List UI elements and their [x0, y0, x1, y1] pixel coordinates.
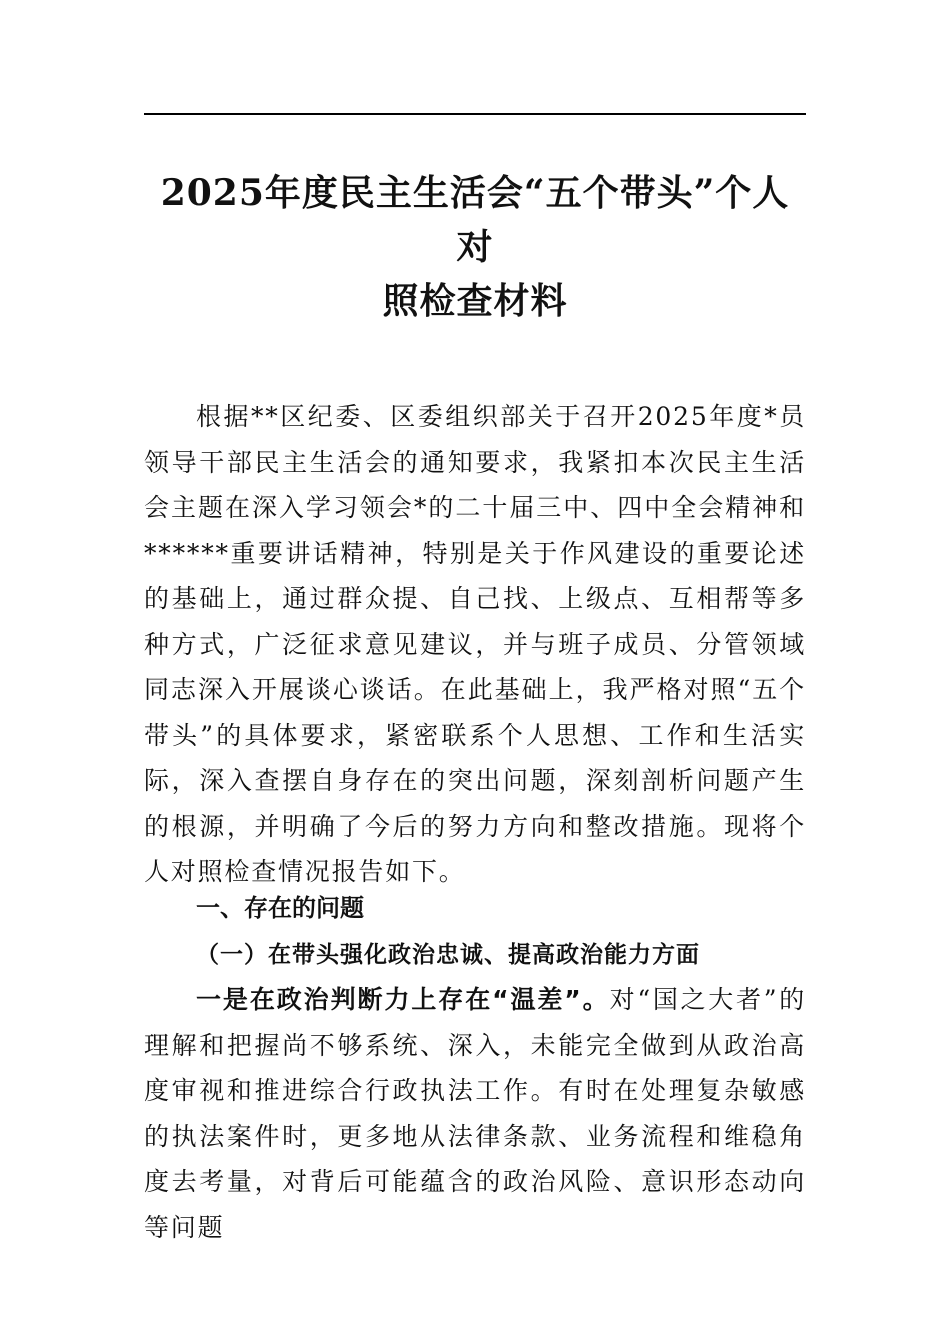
- point-one-body: 对“国之大者”的理解和把握尚不够系统、深入，未能完全做到从政治高度审视和推进综合行政执法工作。有时在处理复杂敏感的执法案件时，更多地从法律条款、业务流程和维稳角度去考量，对背后可能蕴含的政治风险、意识形态动向等问题: [144, 985, 806, 1242]
- subsection-heading-political-loyalty: （一）在带头强化政治忠诚、提高政治能力方面: [196, 941, 700, 968]
- section-heading-problems: 一、存在的问题: [196, 894, 364, 922]
- point-one-paragraph: [144, 977, 806, 1250]
- title-line-1: 2025年度民主生活会“五个带头”个人对: [160, 172, 790, 268]
- title-line-2: 照检查材料: [382, 280, 568, 322]
- point-one-lead: 一是在政治判断力上存在“温差”。: [196, 985, 610, 1014]
- document-title: [144, 166, 806, 328]
- intro-paragraph: 根据**区纪委、区委组织部关于召开2025年度*员领导干部民主生活会的通知要求，我紧扣本次民主生活会主题在深入学习领会*的二十届三中、四中全会精神和******重要讲话精神，特别是关于作风建设的重要论述的基础上，通过群众提、自己找、上级点、互相帮等多种方式，广泛征求意见建议，并与班子成员、分管领域同志深入开展谈心谈话。在此基础上，我严格对照“五个带头”的具体要求，紧密联系个人思想、工作和生活实际，深入查摆自身存在的突出问题，深刻剖析问题产生的根源，并明确了今后的努力方向和整改措施。现将个人对照检查情况报告如下。: [144, 402, 806, 886]
- header-rule: [144, 113, 806, 115]
